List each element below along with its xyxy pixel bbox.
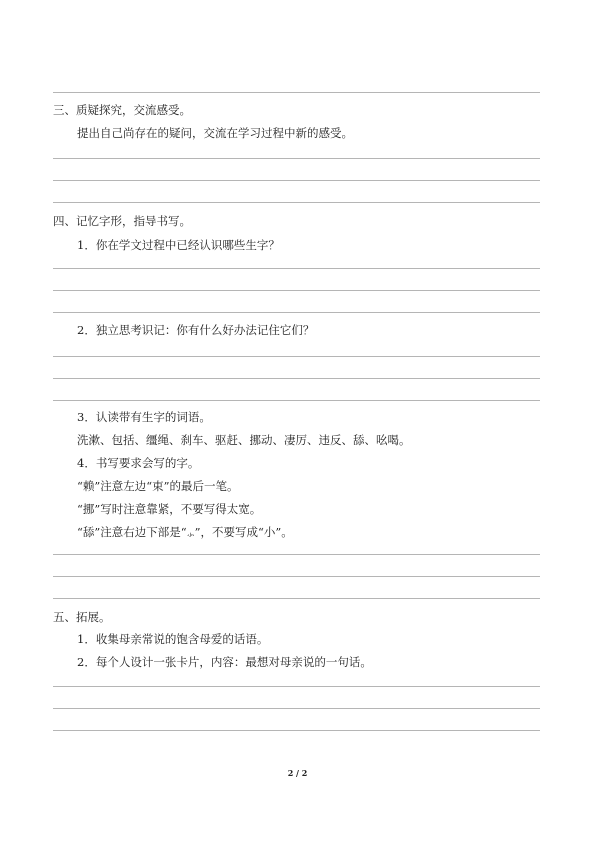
writing-note-3-part-b: ”，不要写成“小”。 <box>194 525 293 539</box>
answer-line <box>53 312 540 313</box>
answer-line <box>53 708 540 709</box>
answer-line <box>53 92 540 93</box>
answer-line <box>53 554 540 555</box>
writing-note-2: “挪”写时注意靠紧，不要写得太宽。 <box>77 502 262 516</box>
question-1: 1．你在学文过程中已经认识哪些生字？ <box>77 238 280 252</box>
answer-line <box>53 202 540 203</box>
writing-note-1: “赖”注意左边“束”的最后一笔。 <box>77 479 239 493</box>
question-4: 4．书写要求会写的字。 <box>77 456 200 470</box>
answer-line <box>53 180 540 181</box>
answer-line <box>53 290 540 291</box>
answer-line <box>53 158 540 159</box>
page-number: 2 / 2 <box>287 768 308 778</box>
question-2: 2．独立思考识记：你有什么好办法记住它们？ <box>77 323 315 337</box>
writing-note-3 <box>77 525 293 541</box>
extension-item-2: 2．每个人设计一张卡片，内容：最想对母亲说的一句话。 <box>77 655 372 669</box>
answer-line <box>53 730 540 731</box>
section-4-title: 四、记忆字形，指导书写。 <box>53 214 191 228</box>
answer-line <box>53 400 540 401</box>
section-3-prompt: 提出自己尚存在的疑问，交流在学习过程中新的感受。 <box>77 126 353 140</box>
answer-line <box>53 378 540 379</box>
section-5-title: 五、拓展。 <box>53 610 111 624</box>
question-3: 3．认读带有生字的词语。 <box>77 410 211 424</box>
answer-line <box>53 576 540 577</box>
answer-line <box>53 356 540 357</box>
word-list: 洗漱、包括、缰绳、刹车、驱赶、挪动、凄厉、违反、舔、吆喝。 <box>77 433 411 447</box>
answer-line <box>53 268 540 269</box>
answer-line <box>53 598 540 599</box>
radical-glyph: ⺗ <box>186 529 195 538</box>
section-3-title: 三、质疑探究，交流感受。 <box>53 103 191 117</box>
extension-item-1: 1．收集母亲常说的饱含母爱的话语。 <box>77 632 269 646</box>
writing-note-3-part-a: “舔”注意右边下部是“ <box>77 525 187 539</box>
answer-line <box>53 686 540 687</box>
